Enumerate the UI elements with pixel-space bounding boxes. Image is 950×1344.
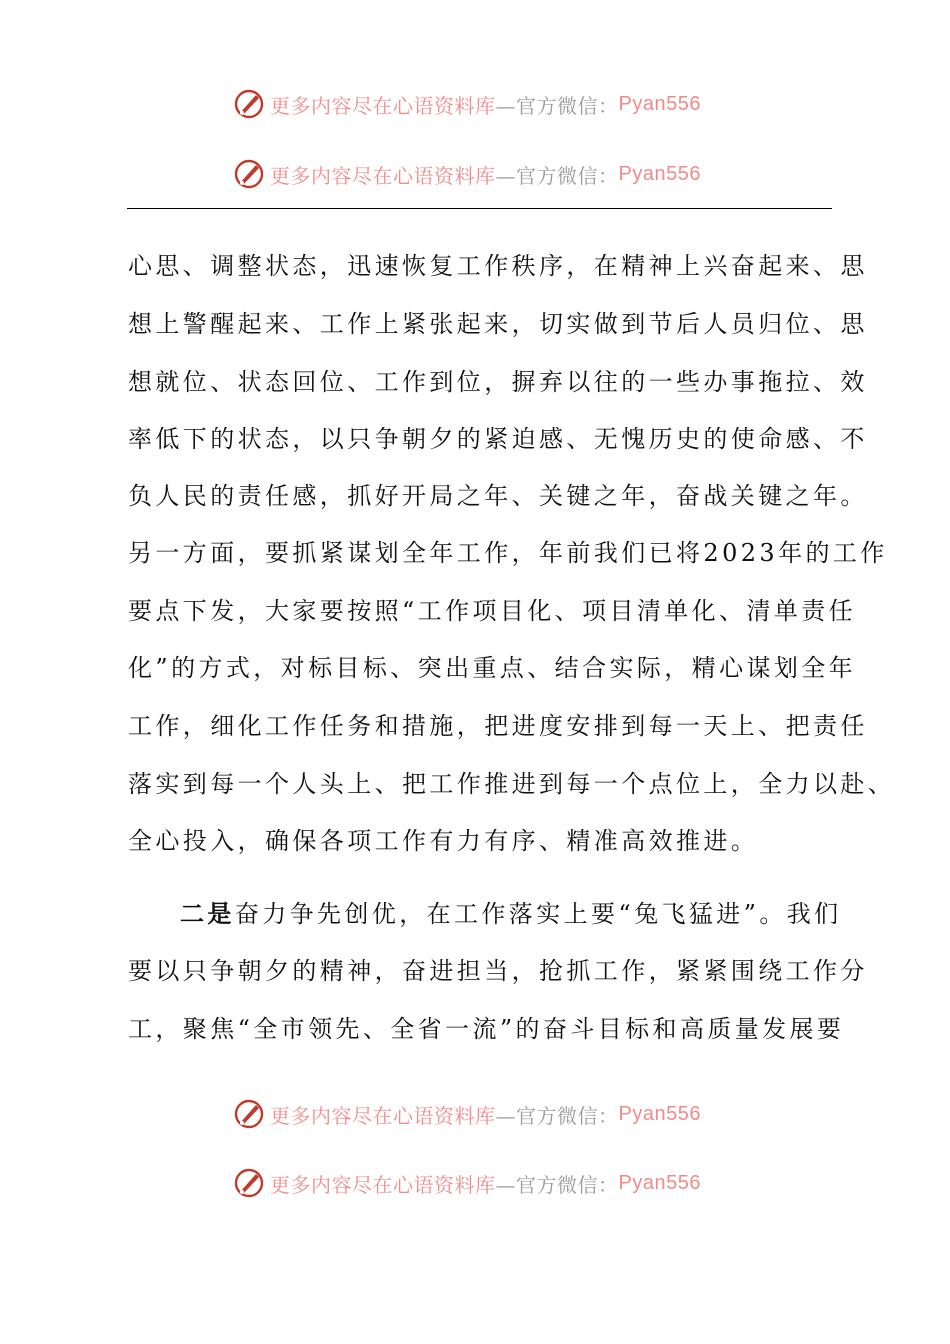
body-line-rest: 奋力争先创优，在工作落实上要“兔飞猛进”。我们 (234, 900, 842, 928)
body-line: 负人民的责任感，抓好开局之年、关键之年，奋战关键之年。 (128, 482, 868, 510)
watermark-banner-top-1 (232, 84, 701, 124)
body-line: 另一方面，要抓紧谋划全年工作，年前我们已将2023年的工作 (128, 539, 888, 567)
body-line: 工作，细化工作任务和措施，把进度安排到每一天上、把责任 (128, 712, 868, 740)
paragraph-lead-bold: 二是 (180, 899, 235, 928)
quill-pen-logo-icon (232, 157, 266, 191)
watermark-text: 更多内容尽在心语资料库 (270, 1172, 496, 1197)
watermark-separator: —官方微信： (495, 1103, 619, 1128)
quill-pen-logo-icon (232, 1097, 266, 1131)
body-line: 化”的方式，对标目标、突出重点、结合实际，精心谋划全年 (128, 654, 857, 682)
watermark-banner-bottom-1 (232, 1094, 701, 1134)
watermark-banner-bottom-2 (232, 1163, 701, 1203)
watermark-text: 更多内容尽在心语资料库 (270, 93, 496, 118)
quill-pen-logo-icon (232, 1166, 266, 1200)
quill-pen-logo-icon (232, 87, 266, 121)
body-line: 全心投入，确保各项工作有力有序、精准高效推进。 (128, 827, 759, 855)
watermark-wechat-id: Pyan556 (618, 1171, 701, 1194)
watermark-text: 更多内容尽在心语资料库 (270, 163, 496, 188)
body-line: 要以只争朝夕的精神，奋进担当，抢抓工作，紧紧围绕工作分 (128, 957, 868, 985)
body-line-first (180, 894, 840, 934)
body-line: 工，聚焦“全市领先、全省一流”的奋斗目标和高质量发展要 (128, 1015, 845, 1043)
body-line: 心思、调整状态，迅速恢复工作秩序，在精神上兴奋起来、思 (128, 252, 868, 280)
watermark-wechat-id: Pyan556 (618, 162, 701, 185)
body-line: 想上警醒起来、工作上紧张起来，切实做到节后人员归位、思 (128, 310, 868, 338)
body-line: 要点下发，大家要按照“工作项目化、项目清单化、清单责任 (128, 597, 857, 625)
watermark-wechat-id: Pyan556 (618, 1102, 701, 1125)
header-divider (127, 208, 832, 209)
watermark-separator: —官方微信： (495, 1172, 619, 1197)
watermark-separator: —官方微信： (495, 93, 619, 118)
watermark-wechat-id: Pyan556 (618, 92, 701, 115)
body-line: 率低下的状态，以只争朝夕的紧迫感、无愧历史的使命感、不 (128, 425, 868, 453)
body-line: 落实到每一个人头上、把工作推进到每一个点位上，全力以赴、 (128, 770, 896, 798)
watermark-text: 更多内容尽在心语资料库 (270, 1103, 496, 1128)
watermark-banner-top-2 (232, 154, 701, 194)
watermark-separator: —官方微信： (495, 163, 619, 188)
body-line: 想就位、状态回位、工作到位，摒弃以往的一些办事拖拉、效 (128, 368, 868, 396)
